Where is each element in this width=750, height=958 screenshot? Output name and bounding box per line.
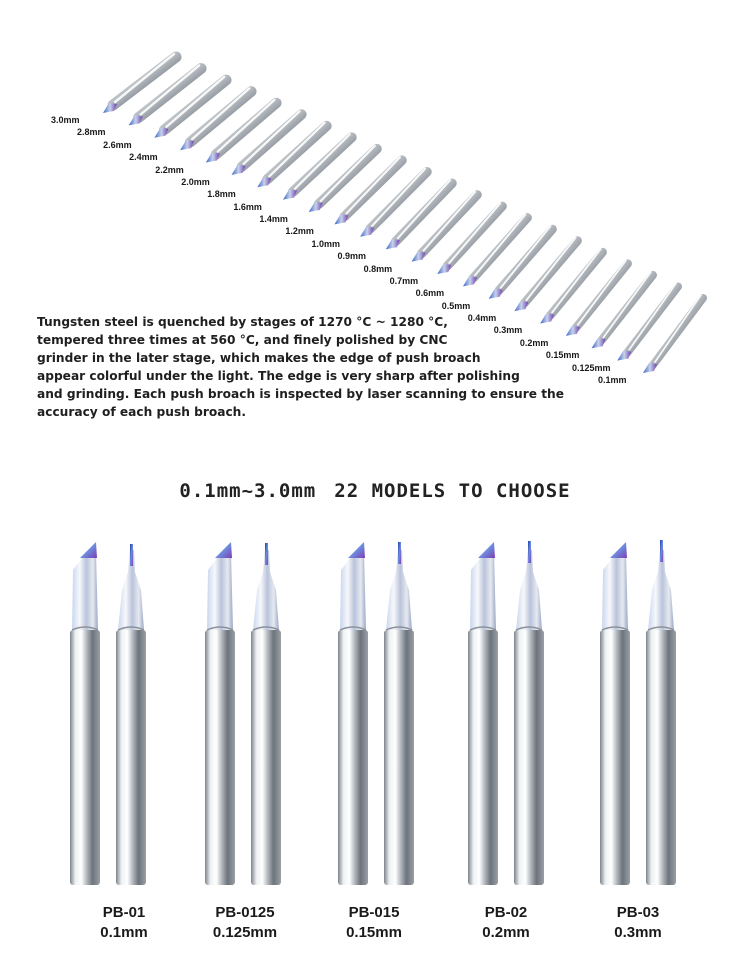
broach-blade — [80, 542, 97, 558]
broach-tip — [154, 128, 168, 138]
model-code: PB-02 — [484, 904, 528, 921]
broach-tip — [489, 289, 503, 299]
model-size: 0.2mm — [482, 924, 530, 941]
size-label: 0.8mm — [363, 263, 393, 274]
broach-tip — [360, 227, 374, 237]
size-label: 3.0mm — [51, 115, 80, 125]
broach-shank — [384, 630, 414, 885]
model-size: 0.3mm — [614, 924, 662, 941]
broach-shank — [600, 630, 630, 885]
broach-shank — [116, 630, 146, 885]
model-size: 0.125mm — [212, 924, 278, 941]
model-size: 0.1mm — [100, 924, 148, 941]
broach-head — [470, 552, 496, 630]
broach-shank — [338, 630, 368, 885]
broach-blade — [348, 542, 365, 558]
description-line: Tungsten steel is quenched by stages of 1270 °C ~ 1280 °C, — [37, 315, 448, 329]
broach-tip — [617, 351, 631, 361]
broach-closeups — [0, 530, 750, 900]
broach-needle — [398, 542, 401, 564]
broach-tip — [514, 301, 528, 311]
broach-needle — [130, 544, 133, 566]
size-label: 2.8mm — [77, 127, 106, 138]
broach-blade — [610, 542, 627, 558]
broach-tip — [206, 153, 220, 163]
broach-tip — [309, 202, 323, 212]
description-line: tempered three times at 560 °C, and finely polished by CNC — [37, 333, 448, 347]
size-label: 0.2mm — [519, 337, 549, 348]
broach-shank — [514, 630, 544, 885]
model-size: 0.15mm — [346, 924, 402, 941]
broach-tip — [592, 338, 606, 348]
broach-shank — [205, 630, 235, 885]
broach-shank — [646, 630, 676, 885]
size-label: 0.7mm — [389, 275, 419, 286]
description-line: accuracy of each push broach. — [37, 405, 246, 419]
model-code: PB-03 — [616, 904, 660, 921]
model-code: PB-015 — [348, 904, 400, 921]
broach-tip — [463, 276, 477, 286]
broach-head — [340, 552, 366, 630]
broach-head — [602, 552, 628, 630]
broach-tip — [232, 165, 246, 175]
size-label: 1.6mm — [233, 201, 262, 212]
banner-text: 22 MODELS TO CHOOSE — [334, 480, 571, 502]
model-caption — [446, 903, 566, 943]
broach-head — [207, 552, 233, 630]
broach-shank — [251, 630, 281, 885]
broach-needle — [660, 540, 663, 562]
size-label: 0.9mm — [337, 251, 367, 262]
size-label: 0.125mm — [571, 362, 611, 373]
model-caption — [314, 903, 434, 943]
model-code: PB-0125 — [215, 904, 275, 921]
broach-blade — [215, 542, 232, 558]
model-code: PB-01 — [102, 904, 146, 921]
broach-tip — [334, 214, 348, 224]
size-label: 0.4mm — [467, 313, 497, 324]
model-caption — [578, 903, 698, 943]
models-banner — [0, 480, 750, 502]
size-label: 2.2mm — [155, 164, 184, 175]
broach-shank — [70, 630, 100, 885]
description-line: appear colorful under the light. The edge is very sharp after polishing — [37, 369, 520, 383]
broach-needle — [528, 541, 531, 563]
size-label: 1.0mm — [311, 238, 340, 249]
broach-tip — [643, 363, 657, 373]
size-label: 0.5mm — [441, 300, 471, 311]
size-label: 2.4mm — [129, 152, 158, 163]
broach-tip — [129, 115, 143, 125]
size-label: 0.1mm — [598, 375, 627, 385]
broach-tip — [386, 239, 400, 249]
size-label: 1.2mm — [285, 226, 314, 237]
size-label: 0.15mm — [545, 350, 580, 361]
broach-tip — [180, 140, 194, 150]
description-line: and grinding. Each push broach is inspected by laser scanning to ensure the — [37, 387, 564, 401]
broach-head — [72, 552, 98, 630]
banner-range: 0.1mm~3.0mm — [179, 480, 317, 502]
broach-tip — [437, 264, 451, 274]
broach-tip — [283, 190, 297, 200]
broach-tip — [540, 313, 554, 323]
size-label: 2.6mm — [103, 139, 132, 150]
broach-shank — [468, 630, 498, 885]
size-label: 2.0mm — [181, 176, 210, 187]
broach-tip — [103, 103, 117, 113]
model-caption — [185, 903, 305, 943]
broach-needle — [265, 543, 268, 565]
size-label: 0.6mm — [415, 288, 445, 299]
broach-tip — [412, 252, 426, 262]
broach-blade — [478, 542, 495, 558]
size-label: 1.4mm — [259, 214, 288, 225]
broach-tip — [566, 326, 580, 336]
model-caption — [64, 903, 184, 943]
size-label: 1.8mm — [207, 189, 236, 200]
broach-tip — [257, 177, 271, 187]
size-label: 0.3mm — [493, 325, 523, 336]
description-line: grinder in the later stage, which makes the edge of push broach — [37, 351, 481, 365]
